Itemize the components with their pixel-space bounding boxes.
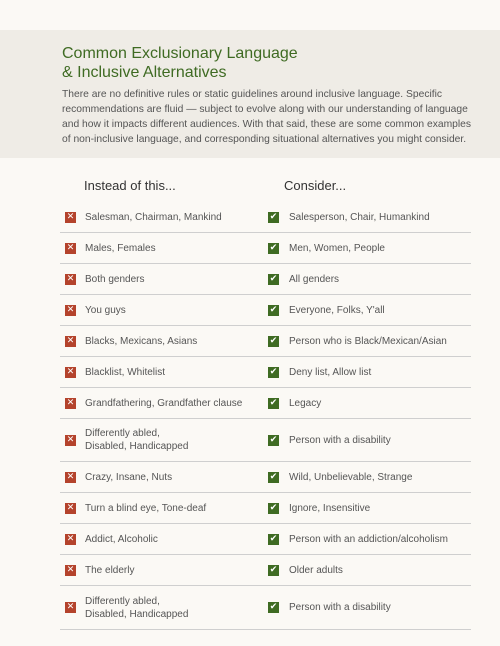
x-icon: ✕ [66, 564, 75, 575]
table-row [60, 326, 471, 357]
consider-text: Legacy [289, 397, 322, 409]
x-icon: ✕ [66, 335, 75, 346]
check-icon: ✔ [269, 564, 278, 575]
check-icon: ✔ [269, 366, 278, 377]
check-icon: ✔ [269, 304, 278, 315]
consider-text: Person with an addiction/alcoholism [289, 533, 448, 545]
table-row [60, 555, 471, 586]
check-icon: ✔ [269, 602, 278, 612]
x-icon: ✕ [66, 366, 75, 377]
x-icon: ✕ [66, 602, 75, 612]
check-icon: ✔ [269, 533, 278, 544]
consider-text: Older adults [289, 564, 343, 576]
page-title: Common Exclusionary Language & Inclusive Alternatives [62, 45, 298, 81]
check-icon: ✔ [269, 211, 278, 222]
instead-text: Salesman, Chairman, Mankind [85, 211, 222, 223]
instead-text: Differently abled, Disabled, Handicapped [85, 428, 189, 452]
check-icon: ✔ [269, 397, 278, 408]
table-row [60, 493, 471, 524]
instead-text: Addict, Alcoholic [85, 533, 158, 545]
table-row [60, 586, 471, 630]
instead-text: Crazy, Insane, Nuts [85, 471, 173, 483]
header-panel [0, 30, 500, 158]
x-icon: ✕ [66, 273, 75, 284]
table-row [60, 202, 471, 233]
instead-text: Males, Females [85, 242, 156, 254]
check-icon: ✔ [269, 502, 278, 513]
instead-text: Blacklist, Whitelist [85, 366, 166, 378]
instead-text: The elderly [85, 564, 135, 576]
instead-text: You guys [85, 304, 126, 316]
table-row [60, 462, 471, 493]
table-row [60, 264, 471, 295]
table-row [60, 388, 471, 419]
consider-text: Wild, Unbelievable, Strange [289, 471, 413, 483]
check-icon: ✔ [269, 471, 278, 482]
instead-text: Turn a blind eye, Tone-deaf [85, 502, 207, 514]
x-icon: ✕ [66, 502, 75, 513]
instead-text: Grandfathering, Grandfather clause [85, 397, 243, 409]
consider-text: Salesperson, Chair, Humankind [289, 211, 430, 223]
x-icon: ✕ [66, 533, 75, 544]
consider-text: Deny list, Allow list [289, 366, 372, 378]
x-icon: ✕ [66, 211, 75, 222]
intro-paragraph: There are no definitive rules or static guidelines around inclusive language. Specific recommendations are fluid — subject to evolve along with our understanding of language and how it impacts different audiences. With that said, these are some common examples of non-inclusive language, and corresponding situational alternatives you might consider. [62, 89, 472, 145]
table-row [60, 524, 471, 555]
instead-text: Both genders [85, 273, 145, 285]
check-icon: ✔ [269, 273, 278, 284]
table-row [60, 233, 471, 264]
column-header-consider: Consider... [284, 178, 347, 193]
x-icon: ✕ [66, 304, 75, 315]
instead-text: Differently abled, Disabled, Handicapped [85, 595, 189, 620]
instead-text: Blacks, Mexicans, Asians [85, 335, 198, 347]
language-table [60, 202, 471, 630]
check-icon: ✔ [269, 335, 278, 346]
table-row [60, 419, 471, 462]
check-icon: ✔ [269, 242, 278, 253]
table-row [60, 295, 471, 326]
consider-text: Everyone, Folks, Y'all [289, 304, 385, 316]
table-row [60, 357, 471, 388]
x-icon: ✕ [66, 242, 75, 253]
consider-text: All genders [289, 273, 340, 285]
consider-text: Person with a disability [289, 602, 391, 613]
x-icon: ✕ [66, 434, 75, 445]
consider-text: Ignore, Insensitive [289, 502, 371, 514]
consider-text: Person who is Black/Mexican/Asian [289, 335, 447, 347]
column-header-instead: Instead of this... [84, 178, 176, 193]
check-icon: ✔ [269, 434, 278, 445]
x-icon: ✕ [66, 471, 75, 482]
consider-text: Men, Women, People [289, 242, 385, 254]
x-icon: ✕ [66, 397, 75, 408]
consider-text: Person with a disability [289, 434, 391, 446]
